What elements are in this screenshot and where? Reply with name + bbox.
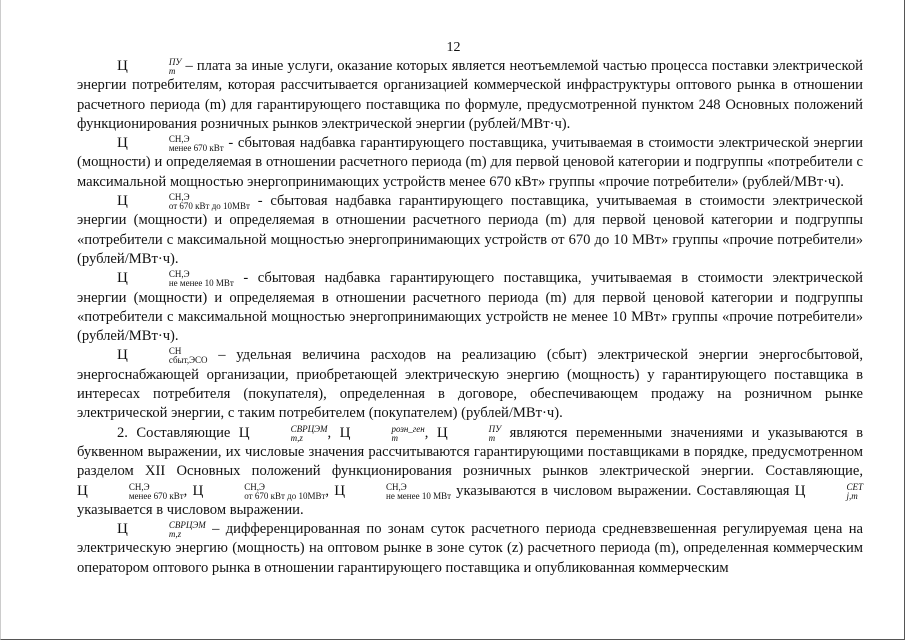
paragraph-svrcem: Ц СВРЦЭМ m,z – дифференцированная по зонам суток расчетного периода средневзвешенная регулируемая цена на электрическую энергию (мощность) на оптовом рынке в зоне суток (z) расчетного периода (m), определенная коммерческим оператором оптового рынка в отношении гарантирующего поставщика и опубликованная коммерческим [77, 520, 863, 576]
symbol-c-less-670: Ц СН,Э менее 670 кВт [117, 134, 224, 154]
symbol-c-pu-2: Ц ПУ m [436, 423, 502, 443]
symbol-c-not-less-10: Ц СН,Э не менее 10 МВт [117, 269, 234, 289]
symbol-c-670-10-2: Ц СН,Э от 670 кВт до 10МВт [192, 481, 326, 501]
symbol-c-set: Ц СЕТ j,m [794, 481, 863, 501]
page-number: 12 [446, 40, 461, 55]
paragraph-pu: Ц ПУ m – плата за иные услуги, оказание которых является неотъемлемой частью процесса поставки электрической энергии потребителям, которая рассчитывается организацией коммерческой инфраструктуры оптового рынка в отношении расчетного периода (m) для гарантирующего поставщика по формуле, предусмотренной пунктом 248 Основных положений функционирования розничных рынков электрической энергии (рублей/МВт·ч). [77, 57, 863, 132]
symbol-c-670-10: Ц СН,Э от 670 кВт до 10МВт [117, 192, 250, 212]
paragraph-sbyt-eso: Ц СН сбыт,ЭСО – удельная величина расходов на реализацию (сбыт) электрической энергии энергосбытовой, энергоснабжающей организации, приобретающей электрическую энергию (мощность) у гарантирующего поставщика в интересах потребителя (покупателя), определенная в договоре, обеспечивающем продажу на розничном рынке электрической энергии, с таким потребителем (покупателем) (рублей/МВт·ч). [77, 346, 863, 422]
symbol-c-svrcem: Ц СВРЦЭМ m,z [238, 423, 328, 443]
symbol-c-less-670-2: Ц СН,Э менее 670 кВт [77, 481, 184, 501]
paragraph-markup-not-less-10: Ц СН,Э не менее 10 МВт - сбытовая надбавка гарантирующего поставщика, учитываемая в стоимости электрической энергии (мощности) и определяемая в отношении расчетного периода (m) для первой ценовой категории и подгруппы «потребители с максимальной мощностью энергопринимающих устройств не менее 10 МВт» группы «прочие потребители» (рублей/МВт·ч). [77, 269, 863, 345]
symbol-c-svrcem-2: Ц СВРЦЭМ m,z [117, 520, 206, 540]
symbol-c-rozn-gen: Ц розн_ген m [339, 423, 425, 443]
symbol-c-pu: Ц ПУ m [117, 57, 182, 76]
paragraph-2-components: 2. Составляющие Ц СВРЦЭМ m,z , Ц розн_ген m , Ц ПУ m являются переменными значениями и указываются в буквенном выражении, их числовые значения рассчитываются гарантирующими поставщиками в порядке, предусмотренном разделом XII Основных положений функционирования розничных рынков электрической энергии. Составляющие, Ц СН,Э менее 670 кВт , Ц СН,Э от 670 кВт до 10МВт , Ц СН,Э не менее 10 МВт указываются в числовом выражении. Составляющая Ц СЕТ j,m указывается в числовом выражении. [77, 423, 863, 518]
document-body [77, 57, 863, 578]
paragraph-markup-670-10: Ц СН,Э от 670 кВт до 10МВт - сбытовая надбавка гарантирующего поставщика, учитываемая в стоимости электрической энергии (мощности) и определяемая в отношении расчетного периода (m) для первой ценовой категории и подгруппы «потребители с максимальной мощностью энергопринимающих устройств от 670 до 10 МВт» группы «прочие потребители» (рублей/МВт·ч). [77, 192, 863, 267]
paragraph-markup-less-670: Ц СН,Э менее 670 кВт - сбытовая надбавка гарантирующего поставщика, учитываемая в стоимости электрической энергии (мощности) и определяемая в отношении расчетного периода (m) для первой ценовой категории и подгруппы «потребители с максимальной мощностью энергопринимающих устройств менее 670 кВт» группы «прочие потребители» (рублей/МВт·ч). [77, 134, 863, 190]
symbol-c-not-less-10-2: Ц СН,Э не менее 10 МВт [334, 481, 452, 501]
symbol-c-sbyt: Ц СН сбыт,ЭСО [117, 346, 208, 366]
